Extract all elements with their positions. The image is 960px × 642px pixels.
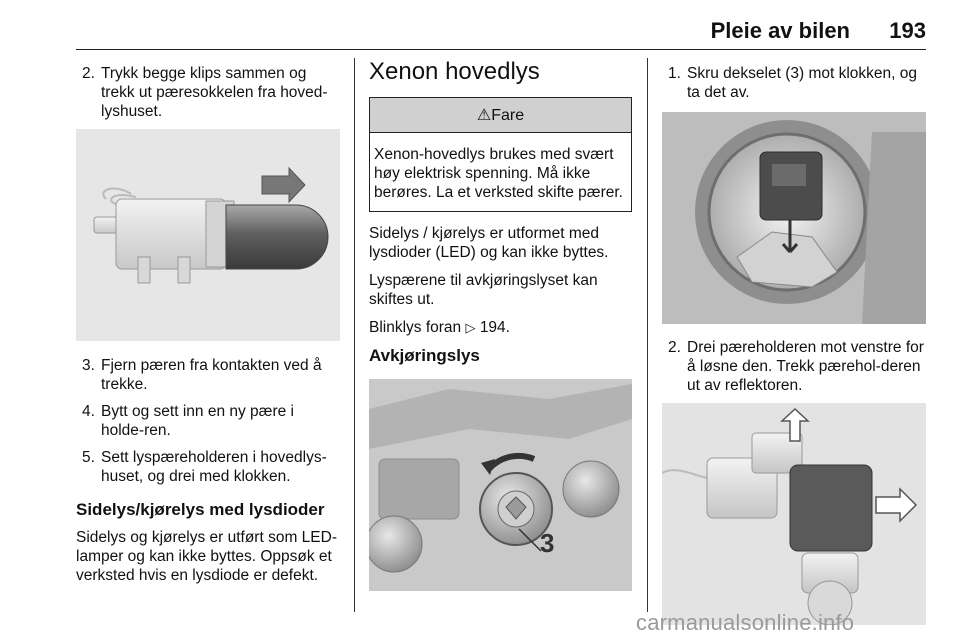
bulb-holder-illustration <box>662 403 926 625</box>
step-3-remove-bulb <box>76 356 340 394</box>
header-rule <box>76 49 926 50</box>
watermark: carmanualsonline.info <box>636 610 855 635</box>
step-5-refit-holder <box>76 448 340 486</box>
low-beam-paragraph: Lyspærene til avkjøringslyset kan skiftes ut. <box>369 272 598 308</box>
danger-warning-box <box>369 97 632 212</box>
column-right <box>662 64 926 625</box>
blinker-page-link[interactable]: 194. <box>479 319 510 336</box>
warning-label: Fare <box>491 107 525 124</box>
page-header-title: Pleie av bilen <box>710 18 850 43</box>
step-1-remove-cover <box>662 64 926 102</box>
step-text: Sett lyspæreholderen i hovedlys-huset, og drei med klokken. <box>101 449 327 485</box>
step-text: Skru dekselet (3) mot klokken, og ta det av. <box>687 65 918 101</box>
blinker-text: Blinklys foran <box>369 319 462 336</box>
section-heading-led-lights: Sidelys/kjørelys med lysdioder <box>76 500 325 519</box>
section-heading-low-beam: Avkjøringslys <box>369 346 480 365</box>
step-number: 2. <box>668 339 681 356</box>
step-number: 4. <box>82 403 95 420</box>
column-divider-1 <box>354 58 355 612</box>
led-paragraph: Sidelys / kjørelys er utformet med lysdioder (LED) og kan ikke byttes. <box>369 225 609 261</box>
page-number: 193 <box>889 18 926 43</box>
warning-header <box>370 98 631 133</box>
step-text: Fjern pæren fra kontakten ved å trekke. <box>101 357 322 393</box>
headlamp-cover-illustration <box>662 112 926 324</box>
column-middle <box>369 58 632 591</box>
step-number: 2. <box>82 65 95 82</box>
step-number: 3. <box>82 357 95 374</box>
page-reference-icon: ▷ <box>465 320 476 335</box>
step-text: Bytt og sett inn en ny pære i holde-ren. <box>101 403 294 439</box>
callout-number-3: 3 <box>540 528 555 558</box>
step-text: Trykk begge klips sammen og trekk ut pæresokkelen fra hoved-lyshuset. <box>101 65 328 120</box>
step-2-turn-holder <box>662 338 926 395</box>
step-2-remove-socket <box>76 64 340 121</box>
led-lights-paragraph: Sidelys og kjørelys er utført som LED-lamper og kan ikke byttes. Oppsøk et verksted hvis en lysdiode er defekt. <box>76 529 337 584</box>
step-number: 1. <box>668 65 681 82</box>
column-left <box>76 64 340 594</box>
step-number: 5. <box>82 449 95 466</box>
warning-triangle-icon: ⚠ <box>476 107 492 124</box>
section-title-xenon: Xenon hovedlys <box>369 58 540 85</box>
column-divider-2 <box>647 58 648 612</box>
step-4-insert-bulb <box>76 402 340 440</box>
engine-bay-illustration <box>369 379 632 591</box>
blinker-reference <box>369 318 632 337</box>
bulb-removal-illustration <box>76 129 340 341</box>
step-text: Drei pæreholderen mot venstre for å løsne den. Trekk pærehol-deren ut av reflektoren. <box>687 339 924 394</box>
warning-text: Xenon-hovedlys brukes med svært høy elektrisk spenning. Må ikke berøres. La et verksted skifte pærer. <box>374 146 623 201</box>
